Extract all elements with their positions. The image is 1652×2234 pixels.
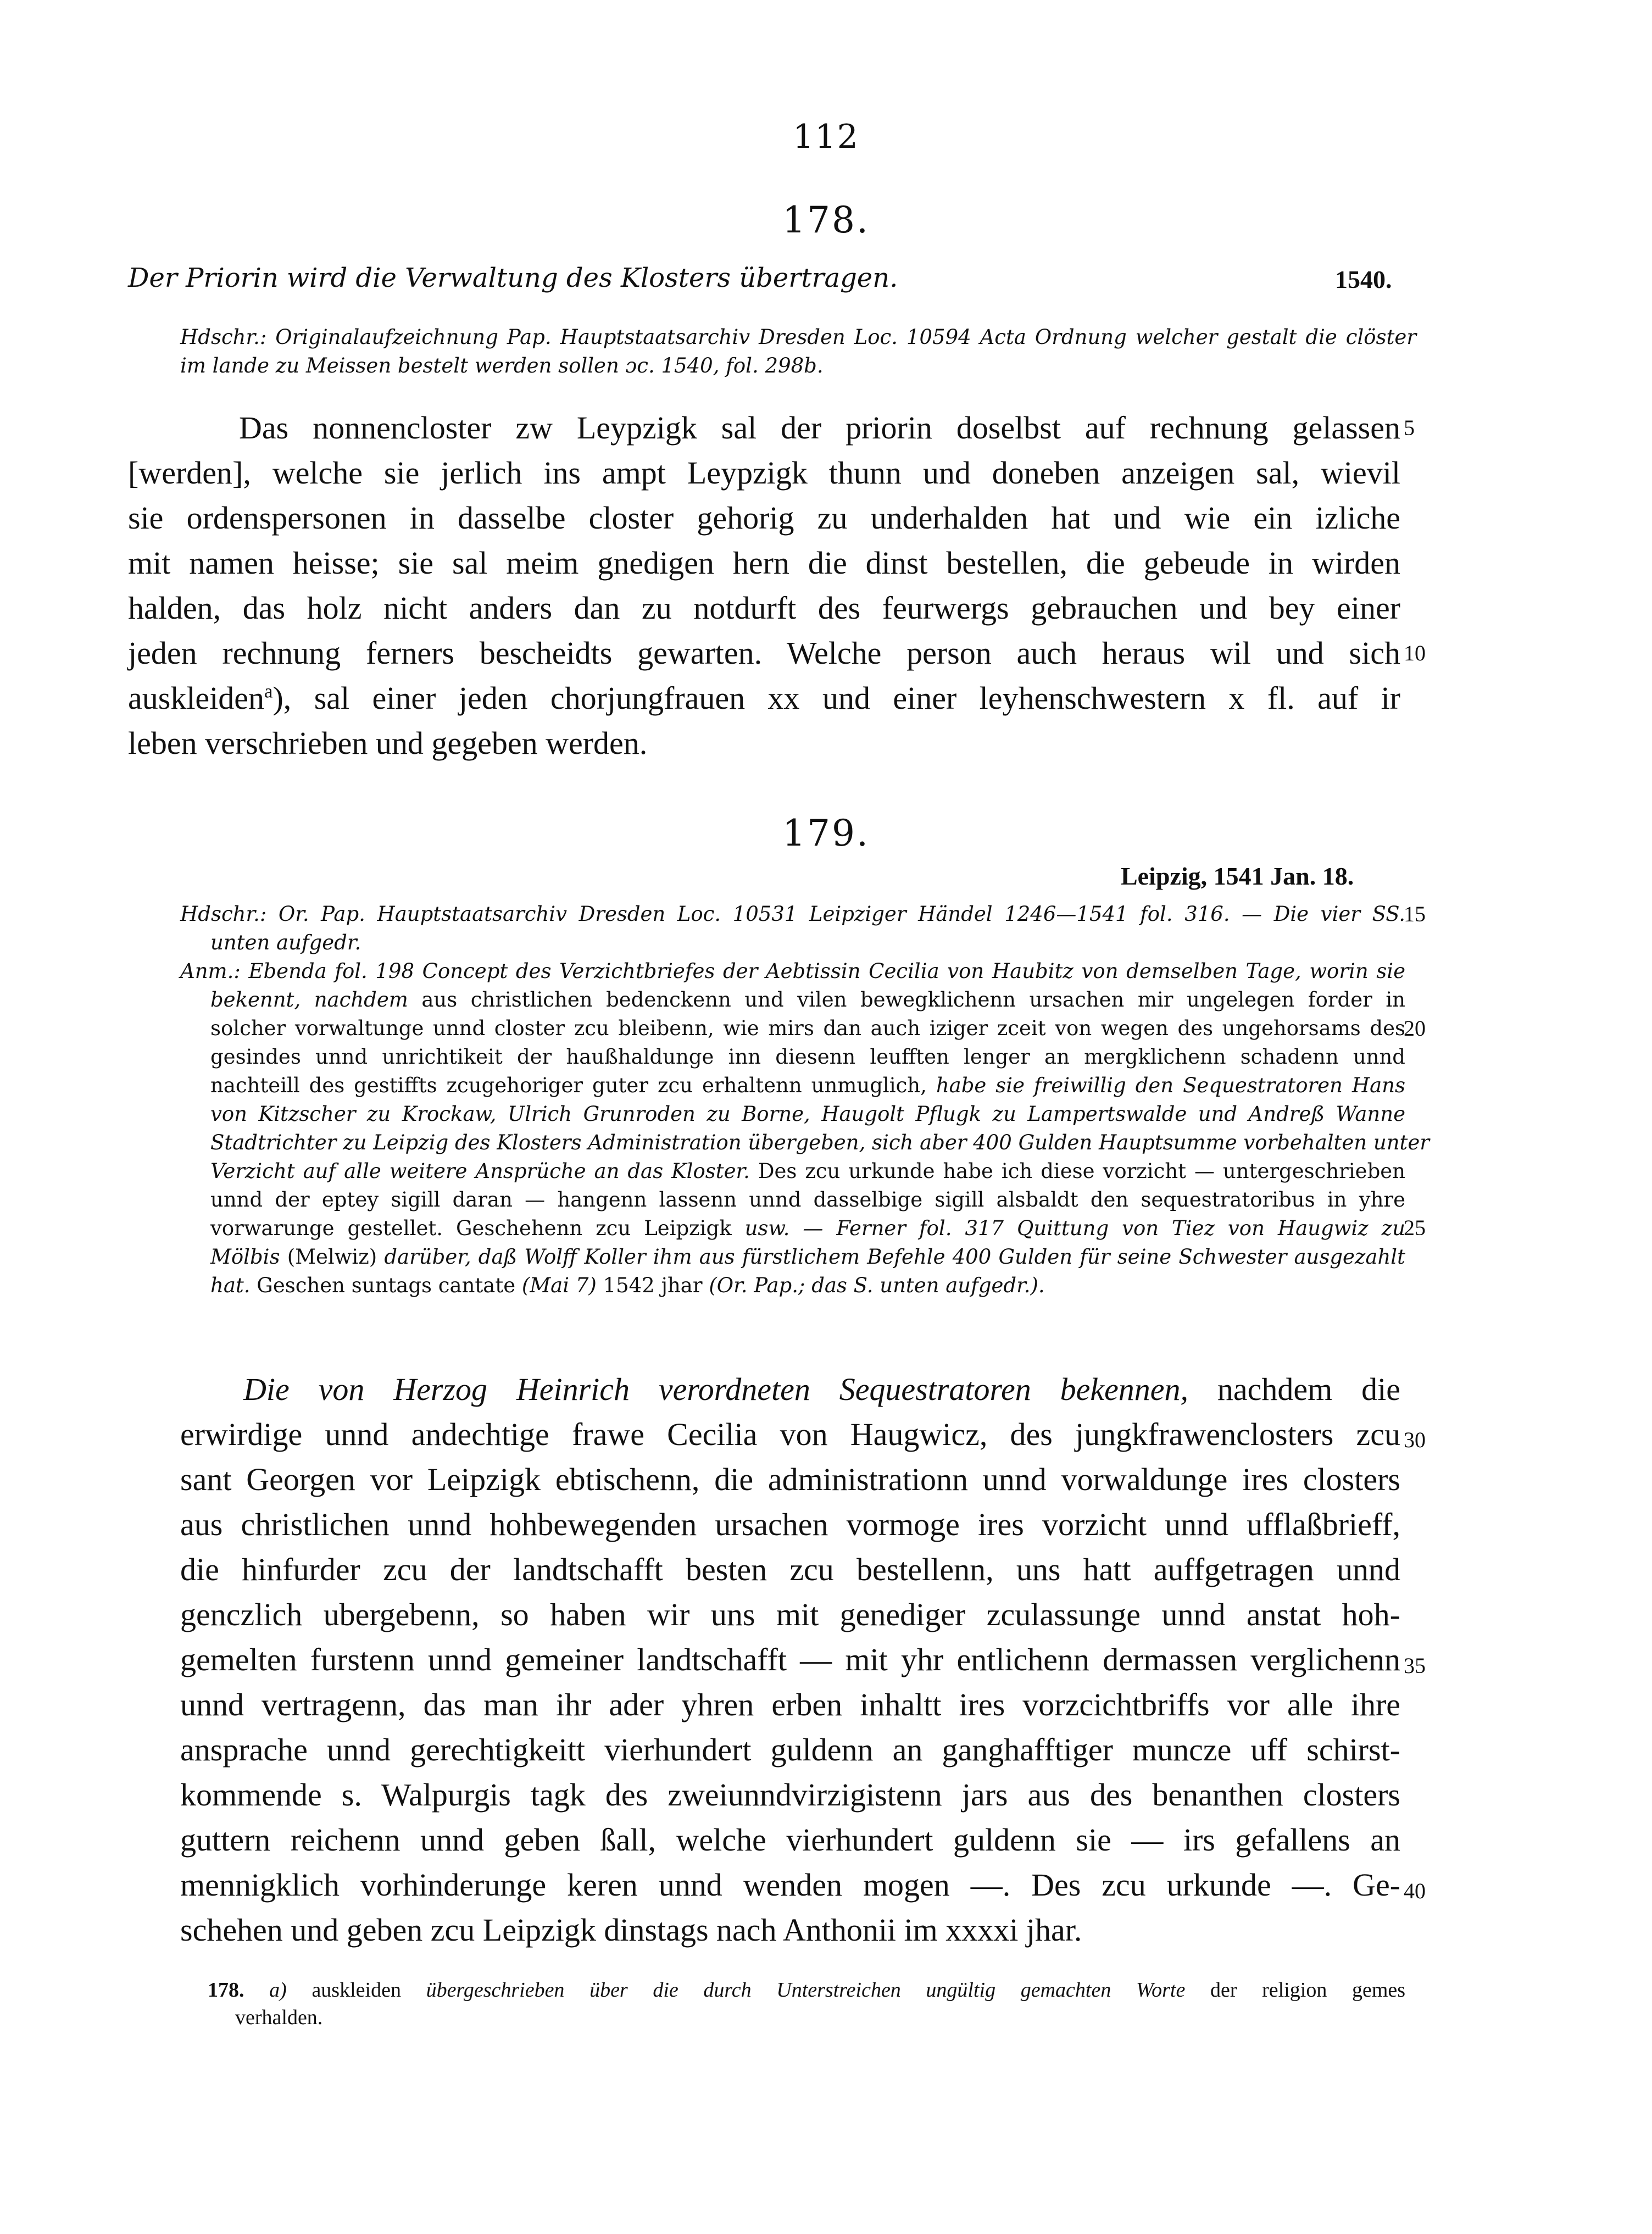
annotation-line-segment: vorwarunge gestellet. Geschehenn zcu Leipzigk <box>210 1216 745 1240</box>
annotation-line-segment: (Melwiz) <box>280 1245 385 1269</box>
line-number: 15 <box>1404 902 1426 926</box>
body-line-segment: guttern reichenn unnd geben ßall, welche vierhundert guldenn sie — irs gefallens an <box>180 1822 1400 1858</box>
body-line-segment: erwirdige unnd andechtige frawe Cecilia von Haugwicz, des jungkfrawenclosters zcu <box>180 1416 1400 1452</box>
body-line-segment: Die von Herzog Heinrich verordneten Sequestratoren bekennen, <box>243 1371 1189 1407</box>
body-line <box>180 1502 1400 1547</box>
body-line <box>180 1592 1400 1637</box>
annotation-line <box>180 1186 1405 1214</box>
doc-179-date: Leipzig, 1541 Jan. 18. <box>1121 862 1354 890</box>
body-line: Das nonnencloster zw Leypzigk sal der priorin doselbst auf rechnung gelassen <box>239 410 1400 446</box>
annotation-line <box>180 1071 1405 1100</box>
doc-179-source <box>180 900 1405 957</box>
body-line-segment: schehen und geben zcu Leipzigk dinstags nach Anthonii im xxxxi jhar. <box>180 1912 1082 1948</box>
annotation-line <box>180 1129 1429 1157</box>
annotation-line-segment: darüber, daß Wolff Koller ihm aus fürstlichem Befehle 400 Gulden für seine Schwester ausgezahlt <box>384 1245 1405 1269</box>
body-line <box>180 1727 1400 1772</box>
annotation-line-segment: Verzicht auf alle weitere Ansprüche an das Kloster. <box>210 1159 750 1183</box>
body-line <box>180 1457 1400 1502</box>
footnote <box>208 1976 1405 2031</box>
doc-178-title: Der Priorin wird die Verwaltung des Klosters übertragen. <box>128 263 898 293</box>
footnote-marker: a <box>264 680 273 702</box>
doc-179-source-line: unten aufgedr. <box>210 931 361 954</box>
body-line <box>180 1682 1400 1727</box>
annotation-line-segment: gesindes unnd unrichtikeit der haußhaldunge inn diesenn leufften lenger an mergklichenn schadenn unnd <box>210 1045 1405 1069</box>
annotation-line-segment: nachteill des gestiffts zcugehoriger guter zcu erhaltenn unmuglich, <box>210 1074 936 1097</box>
body-line-segment: nachdem die <box>1188 1371 1400 1407</box>
annotation-line <box>180 1214 1405 1243</box>
footnote-word: auskleiden <box>312 1979 401 2002</box>
body-line <box>180 1637 1400 1682</box>
doc-178-source-line: im lande zu Meissen bestelt werden sollen ɔc. 1540, fol. 298b. <box>180 354 824 377</box>
annotation-line <box>180 957 1405 986</box>
annotation-line-segment: nachdem <box>314 988 408 1012</box>
annotation-line <box>180 1014 1405 1043</box>
annotation-line-segment: bekennt, <box>210 988 314 1012</box>
line-number: 25 <box>1404 1215 1426 1240</box>
annotation-line-segment: Anm.: Ebenda fol. 198 Concept des Verzichtbriefes der Aebtissin Cecilia von Haubitz von demselben Tage, worin sie <box>180 959 1405 983</box>
body-line: jeden rechnung ferners bescheidts gewarten. Welche person auch heraus wil und sich <box>128 635 1400 671</box>
body-line <box>180 1367 1400 1412</box>
body-word: auskleiden <box>128 680 265 716</box>
annotation-line-segment: von Kitzscher zu Krockaw, Ulrich Grunroden zu Borne, Haugolt Pflugk zu Lampertswalde und Andreß Wanne <box>210 1102 1405 1126</box>
annotation-line <box>180 1243 1405 1271</box>
footnote-number: 178. <box>208 1979 244 2002</box>
body-line <box>180 1772 1400 1818</box>
annotation-line <box>180 1100 1405 1129</box>
annotation-line-segment: Stadtrichter zu Leipzig des Klosters Administration übergeben, sich aber 400 Gulden Hauptsumme vorbehalten unter <box>210 1131 1429 1154</box>
body-line-segment: unnd vertragenn, das man ihr ader yhren erben inhaltt ires vorzcichtbriffs vor alle ihre <box>180 1687 1400 1722</box>
annotation-line-segment: aus christlichen bedenckenn und vilen bewegklichenn ursachen mir ungelegen forder in <box>408 988 1405 1012</box>
annotation-line-segment: usw. — Ferner fol. 317 Quittung von Tiez von Haugwiz zu <box>744 1216 1405 1240</box>
annotation-line-segment: habe sie freiwillig den Sequestratoren Hans <box>936 1074 1405 1097</box>
body-line <box>180 1412 1400 1457</box>
doc-179-source-line: Hdschr.: Or. Pap. Hauptstaatsarchiv Dresden Loc. 10531 Leipziger Händel 1246—1541 fol. 316. — Die vier SS. <box>180 902 1405 926</box>
line-number: 40 <box>1404 1879 1426 1903</box>
annotation-line-segment: (Or. Pap.; das S. unten aufgedr.). <box>709 1274 1045 1297</box>
annotation-line-segment: Geschen suntags cantate <box>250 1274 522 1297</box>
body-line: leben verschrieben und gegeben werden. <box>128 725 648 761</box>
body-line <box>180 1547 1400 1592</box>
annotation-line-segment: solcher vorwaltunge unnd closter zcu bleibenn, wie mirs dan auch iziger zceit von wegen des ungehorsams des <box>210 1016 1405 1040</box>
annotation-line <box>180 1271 1405 1300</box>
doc-178-source-line: Hdschr.: Originalaufzeichnung Pap. Hauptstaatsarchiv Dresden Loc. 10594 Acta Ordnung welcher gestalt die clöster <box>180 325 1416 349</box>
annotation-line <box>180 1043 1405 1071</box>
annotation-line-segment: unnd der eptey sigill daran — hangenn lassenn unnd dasselbige sigill alsbaldt den sequestratoribus in yhre <box>210 1188 1405 1212</box>
annotation-line-segment: Mölbis <box>210 1245 280 1269</box>
doc-178-date: 1540. <box>1335 265 1392 293</box>
footnote-line <box>208 1976 1405 2004</box>
annotation-line-segment: hat. <box>210 1274 251 1297</box>
annotation-line <box>180 1157 1405 1186</box>
body-line-segment: gemelten furstenn unnd gemeiner landtschafft — mit yhr entlichenn dermassen verglichenn <box>180 1642 1400 1677</box>
body-line-segment: die hinfurder zcu der landtschafft besten zcu bestellenn, uns hatt auffgetragen unnd <box>180 1552 1400 1587</box>
body-line-segment: mennigklich vorhinderunge keren unnd wenden mogen —. Des zcu urkunde —. Ge- <box>180 1867 1400 1903</box>
annotation-line-segment: Des zcu urkunde habe ich diese vorzicht — untergeschrieben <box>749 1159 1405 1183</box>
line-number: 5 <box>1404 415 1415 440</box>
annotation-line-segment: 1542 jhar <box>596 1274 709 1297</box>
page-number: 112 <box>793 118 859 156</box>
body-line <box>128 676 1400 721</box>
body-line-segment: sant Georgen vor Leipzigk ebtischenn, die administrationn unnd vorwaldunge ires closters <box>180 1461 1400 1497</box>
body-line: [werden], welche sie jerlich ins ampt Leypzigk thunn und doneben anzeigen sal, wievil <box>128 455 1400 491</box>
line-number: 30 <box>1404 1427 1426 1452</box>
footnote-marker: a) <box>269 1979 287 2002</box>
doc-178-body <box>128 405 1400 766</box>
body-word: ), sal einer jeden chorjungfrauen xx und einer leyhenschwestern x fl. auf ir <box>272 680 1400 716</box>
footnote-text: der religion gemes <box>1210 1979 1406 2002</box>
line-number: 10 <box>1404 641 1426 665</box>
body-line <box>180 1863 1400 1908</box>
body-line-segment: aus christlichen unnd hohbewegenden ursachen vormoge ires vorzicht unnd ufflaßbrieff, <box>180 1507 1400 1542</box>
body-line <box>180 1908 1400 1953</box>
body-line: halden, das holz nicht anders dan zu notdurft des feurwergs gebrauchen und bey einer <box>128 590 1400 626</box>
annotation-line <box>180 986 1405 1014</box>
body-line <box>180 1818 1400 1863</box>
doc-178-number: 178. <box>782 199 870 241</box>
footnote-italic-text: übergeschrieben über die durch Unterstreichen ungültig gemachten Worte <box>426 1979 1186 2002</box>
body-line-segment: ansprache unnd gerechtigkeitt vierhundert guldenn an ganghafftiger muncze uff schirst- <box>180 1732 1400 1768</box>
doc-179-body <box>180 1367 1400 1953</box>
body-line-segment: kommende s. Walpurgis tagk des zweiunndvirzigistenn jars aus des benanthen closters <box>180 1777 1400 1813</box>
doc-178-source <box>180 323 1416 380</box>
footnote-line: verhalden. <box>235 2006 323 2029</box>
line-number: 20 <box>1404 1016 1426 1041</box>
doc-179-number: 179. <box>782 812 870 854</box>
line-number: 35 <box>1404 1653 1426 1678</box>
body-line: mit namen heisse; sie sal meim gnedigen hern die dinst bestellen, die gebeude in wirden <box>128 545 1400 581</box>
body-line: sie ordenspersonen in dasselbe closter gehorig zu underhalden hat und wie ein izliche <box>128 500 1400 536</box>
annotation-line-segment: (Mai 7) <box>521 1274 597 1297</box>
body-line-segment: genczlich ubergebenn, so haben wir uns mit genediger zculassunge unnd anstat hoh- <box>180 1597 1400 1632</box>
